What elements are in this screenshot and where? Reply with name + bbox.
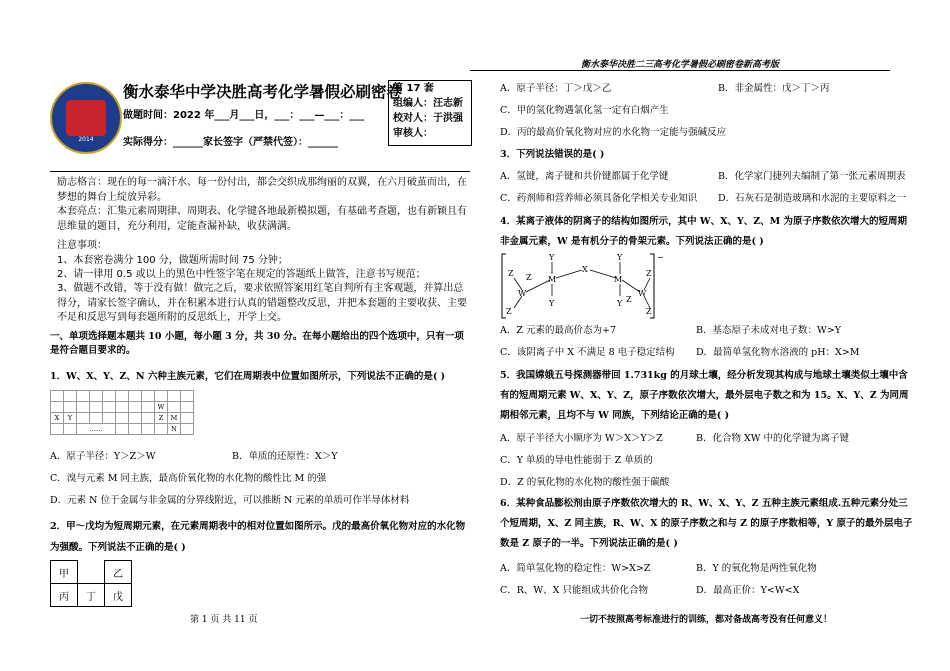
q6-option-c: C．R、W、X 只能组成共价化合物 [500, 585, 648, 596]
q1-option-b: B．单质的还原性：X＞Y [232, 451, 338, 462]
q6-option-a: A．简单氢化物的稳定性：W>X>Z [500, 563, 651, 574]
cell-ding: 丁 [78, 584, 105, 607]
cell-dots: …… [77, 424, 116, 435]
cell-z: Z [155, 413, 168, 424]
section-1-heading: 一、单项选择题本题共 10 小题，每小题 3 分，共 30 分。在每小题给出的四个选项中，只有一项是符合题目要求的。 [50, 331, 464, 356]
q5-option-a: A．原子半径大小顺序为 W＞X＞Y＞Z [500, 433, 663, 444]
cell-w: W [155, 402, 168, 413]
svg-text:Z: Z [506, 307, 512, 316]
svg-text:M: M [548, 275, 557, 284]
svg-text:Y: Y [549, 253, 555, 262]
svg-text:M: M [614, 275, 623, 284]
q3-option-b: B．化学家门捷列夫编制了第一张元素周期表 [718, 171, 906, 182]
svg-text:Y: Y [549, 299, 555, 308]
school-logo [50, 82, 122, 154]
note-2: 2、请一律用 0.5 或以上的黑色中性签字笔在规定的答题纸上做答，注意书写规范； [57, 269, 426, 280]
q2-option-d: D．丙的最高价氧化物对应的水化物一定能与强碱反应 [500, 127, 727, 138]
cell-y: Y [64, 413, 77, 424]
editor: 组编人：汪志新 [393, 98, 463, 109]
q5-option-b: B．化合物 XW 中的化学键为离子键 [696, 433, 850, 444]
q2-option-a: A．原子半径：丁＞戊＞乙 [500, 83, 612, 94]
q6-option-d: D．最高正价：Y<W<X [696, 585, 800, 596]
time-line: 做题时间：2022 年___月___日，___：___—___：___ [123, 110, 365, 121]
footer-slogan: 一切不按照高考标准进行的训练，都对备战高考没有任何意义！ [580, 615, 833, 625]
q1-option-a: A．原子半径：Y＞Z＞W [50, 451, 156, 462]
anion-structure-diagram [500, 250, 664, 322]
proofreader: 校对人：于洪强 [393, 113, 463, 124]
header-rule [470, 70, 890, 71]
q1-option-c: C．溴与元素 M 同主族，最高价氧化物的水化物的酸性比 M 的强 [50, 473, 327, 484]
set-number: 第 17 套 [393, 83, 434, 94]
notes-title: 注意事项： [57, 240, 107, 251]
info-box [388, 80, 472, 146]
divider [50, 171, 470, 172]
q5-option-c: C．Y 单质的导电性能弱于 Z 单质的 [500, 455, 653, 466]
cell-m: M [168, 413, 181, 424]
score-line: 实际得分：______家长签字（严禁代签）：______ [123, 137, 338, 148]
svg-text:Y: Y [617, 299, 623, 308]
q5-option-d: D．Z 的氧化物的水化物的酸性强于碳酸 [500, 477, 670, 488]
cell-wu: 戊 [105, 584, 132, 607]
q3-stem: 3．下列说法错误的是( ) [500, 149, 605, 160]
book-emblem-icon [66, 100, 106, 136]
svg-text:Z: Z [646, 269, 652, 278]
q3-option-c: C．药剂师和营养师必须具备化学相关专业知识 [500, 193, 698, 204]
q1-option-d: D．元素 N 位于金属与非金属的分界线附近，可以推断 N 元素的单质可作半导体材料 [50, 495, 410, 506]
page-number: 第 1 页 共 11 页 [190, 615, 258, 625]
q6-stem: 6．某种食品膨松剂由原子序数依次增大的 R、W、X、Y、Z 五种主族元素组成.五种元素分处三个短周期，X、Z 同主族，R、W、X 的原子序数之和与 Z 的原子序数相等，Y 原子的最外层电子数是 Z 原子的一半。下列说法正确的是( ) [500, 498, 913, 549]
q6-option-b: B．Y 的氧化物是两性氧化物 [696, 563, 817, 574]
q2-option-c: C．甲的氢化物遇氯化氢一定有白烟产生 [500, 105, 669, 116]
reviewer: 审核人： [393, 128, 433, 139]
q4-option-a: A．Z 元素的最高价态为+7 [500, 325, 616, 336]
q5-stem: 5．我国嫦娥五号探测器带回 1.731kg 的月球土壤，经分析发现其构成与地球土壤类似土壤中含有的短周期元素 W、X、Y、Z，原子序数依次增大，最外层电子数之和为 15。X、Y、Z 为同周期相邻元素，且均不与 W 同族，下列结论正确的是( ) [500, 370, 909, 421]
note-3: 3、做题不改错，等于没有做！做完之后，要求依照答案用红笔自判所有主客观题，并算出总得分，请家长签字确认，并在积累本进行认真的错题整改反思，并把本套题的主要收获、主要不足和反思写到每套题所附的反思纸上，开学上交。 [57, 283, 467, 323]
anion-charge: − [657, 253, 664, 262]
svg-text:Y: Y [617, 253, 623, 262]
q3-option-d: D．石灰石是制造玻璃和水泥的主要原料之一 [718, 193, 907, 204]
svg-text:Z: Z [508, 269, 514, 278]
q2-stem: 2．甲～戊均为短周期元素，在元素周期表中的相对位置如图所示。戊的最高价氧化物对应的水化物为强酸。下列说法不正确的是( ) [50, 521, 466, 553]
cell-x: X [51, 413, 64, 424]
q3-option-a: A．氢键，离子键和共价键都属于化学键 [500, 171, 669, 182]
svg-text:X: X [582, 265, 588, 274]
cell-jia: 甲 [51, 561, 78, 584]
logo-year: 2014 [78, 136, 94, 143]
q4-stem: 4．某离子液体的阴离子的结构如图所示，其中 W、X、Y、Z、M 为原子序数依次增大的短周期非金属元素，W 是有机分子的骨架元素。下列说法正确的是( ) [500, 216, 907, 247]
cell-yi: 乙 [105, 561, 132, 584]
svg-text:Z: Z [526, 273, 532, 282]
q4-option-b: B．基态原子未成对电子数：W>Y [696, 325, 841, 336]
svg-text:Z: Z [646, 307, 652, 316]
motto: 励志格言：现在的每一滴汗水、每一份付出，都会交织成那绚丽的双翼，在六月破茧而出，在梦想的舞台上绽放异彩。 [57, 177, 467, 203]
q2-position-table [50, 560, 132, 607]
svg-text:Z: Z [626, 295, 632, 304]
q4-option-c: C．该阴离子中 X 不满足 8 电子稳定结构 [500, 347, 675, 358]
periodic-table-fragment [50, 390, 194, 435]
q2-option-b: B．非金属性：戊＞丁＞丙 [718, 83, 830, 94]
page-title: 衡水泰华中学决胜高考化学暑假必刷密卷 [123, 83, 403, 101]
svg-text:W: W [518, 289, 527, 298]
highlight: 本套亮点：汇集元素周期律、周期表、化学键各地最新模拟题，有基础考查题，也有新颖且有思维量的题目，充分利用，定能查漏补缺，收获满满。 [57, 206, 467, 232]
q4-option-d: D．最简单氢化物水溶液的 pH：X>M [696, 347, 860, 358]
note-1: 1、本套密卷满分 100 分，做题所需时间 75 分钟； [57, 255, 288, 266]
cell-n: N [168, 424, 181, 435]
svg-text:W: W [638, 289, 647, 298]
running-header: 衡水泰华决胜二三高考化学暑假必刷密卷新高考版 [580, 60, 779, 70]
q1-stem: 1．W、X、Y、Z、N 六种主族元素，它们在周期表中位置如图所示，下列说法不正确的是( ) [50, 371, 446, 382]
cell-bing: 丙 [51, 584, 78, 607]
